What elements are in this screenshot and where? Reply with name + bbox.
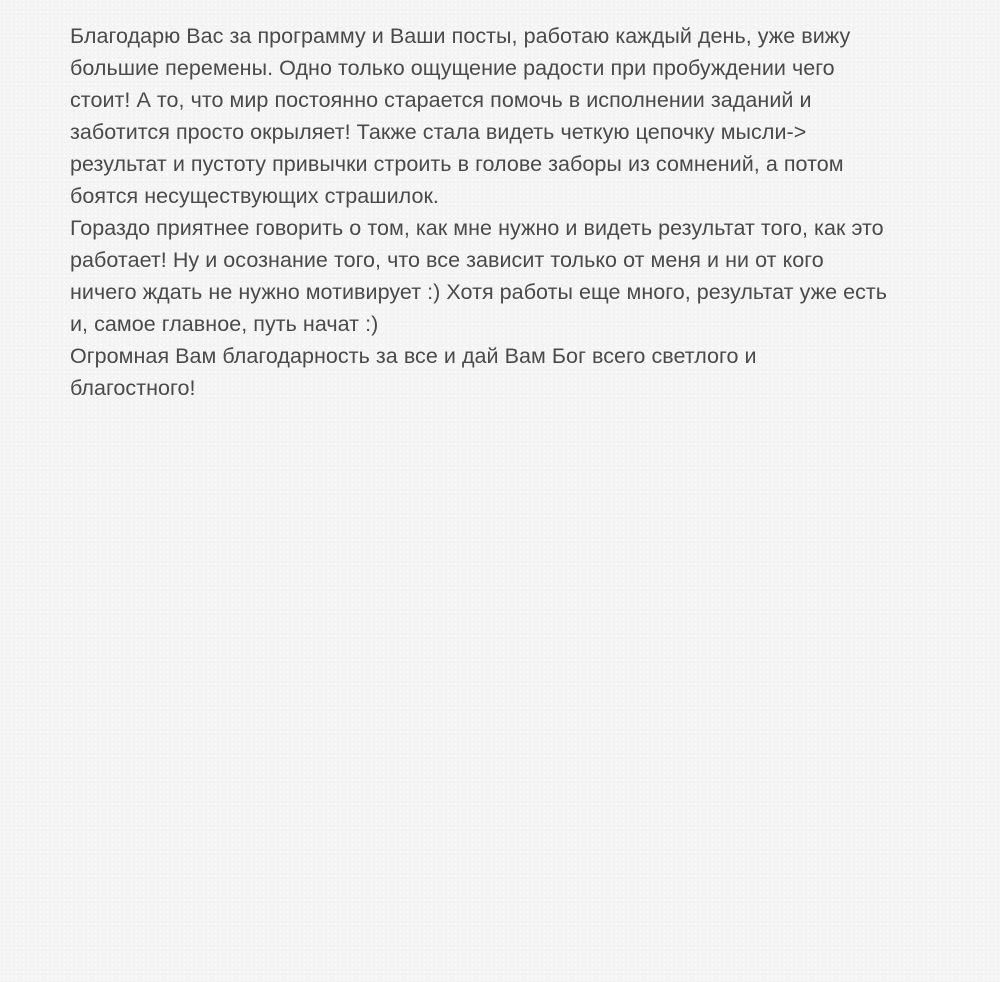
text-line: ничего ждать не нужно мотивирует :) Хотя работы еще много, результат уже есть <box>70 280 888 304</box>
text-line: боятся несуществующих страшилок. <box>70 184 439 208</box>
text-line: Огромная Вам благодарность за все и дай Вам Бог всего светлого и <box>70 344 757 368</box>
text-line: работает! Ну и осознание того, что все зависит только от меня и ни от кого <box>70 248 824 272</box>
text-line: и, самое главное, путь начат :) <box>70 312 379 336</box>
text-line: результат и пустоту привычки строить в голове заборы из сомнений, а потом <box>70 152 844 176</box>
text-line: Гораздо приятнее говорить о том, как мне нужно и видеть результат того, как это <box>70 216 884 240</box>
text-line: благостного! <box>70 376 196 400</box>
note-text <box>70 20 950 404</box>
note-paragraph-1 <box>70 20 950 212</box>
text-line: стоит! А то, что мир постоянно старается помочь в исполнении заданий и <box>70 88 812 112</box>
text-line: заботится просто окрыляет! Также стала видеть четкую цепочку мысли-> <box>70 120 807 144</box>
text-line: Благодарю Вас за программу и Ваши посты, работаю каждый день, уже вижу <box>70 24 851 48</box>
text-line: большие перемены. Одно только ощущение радости при пробуждении чего <box>70 56 835 80</box>
note-paragraph-2 <box>70 212 950 340</box>
note-paragraph-3 <box>70 340 950 404</box>
